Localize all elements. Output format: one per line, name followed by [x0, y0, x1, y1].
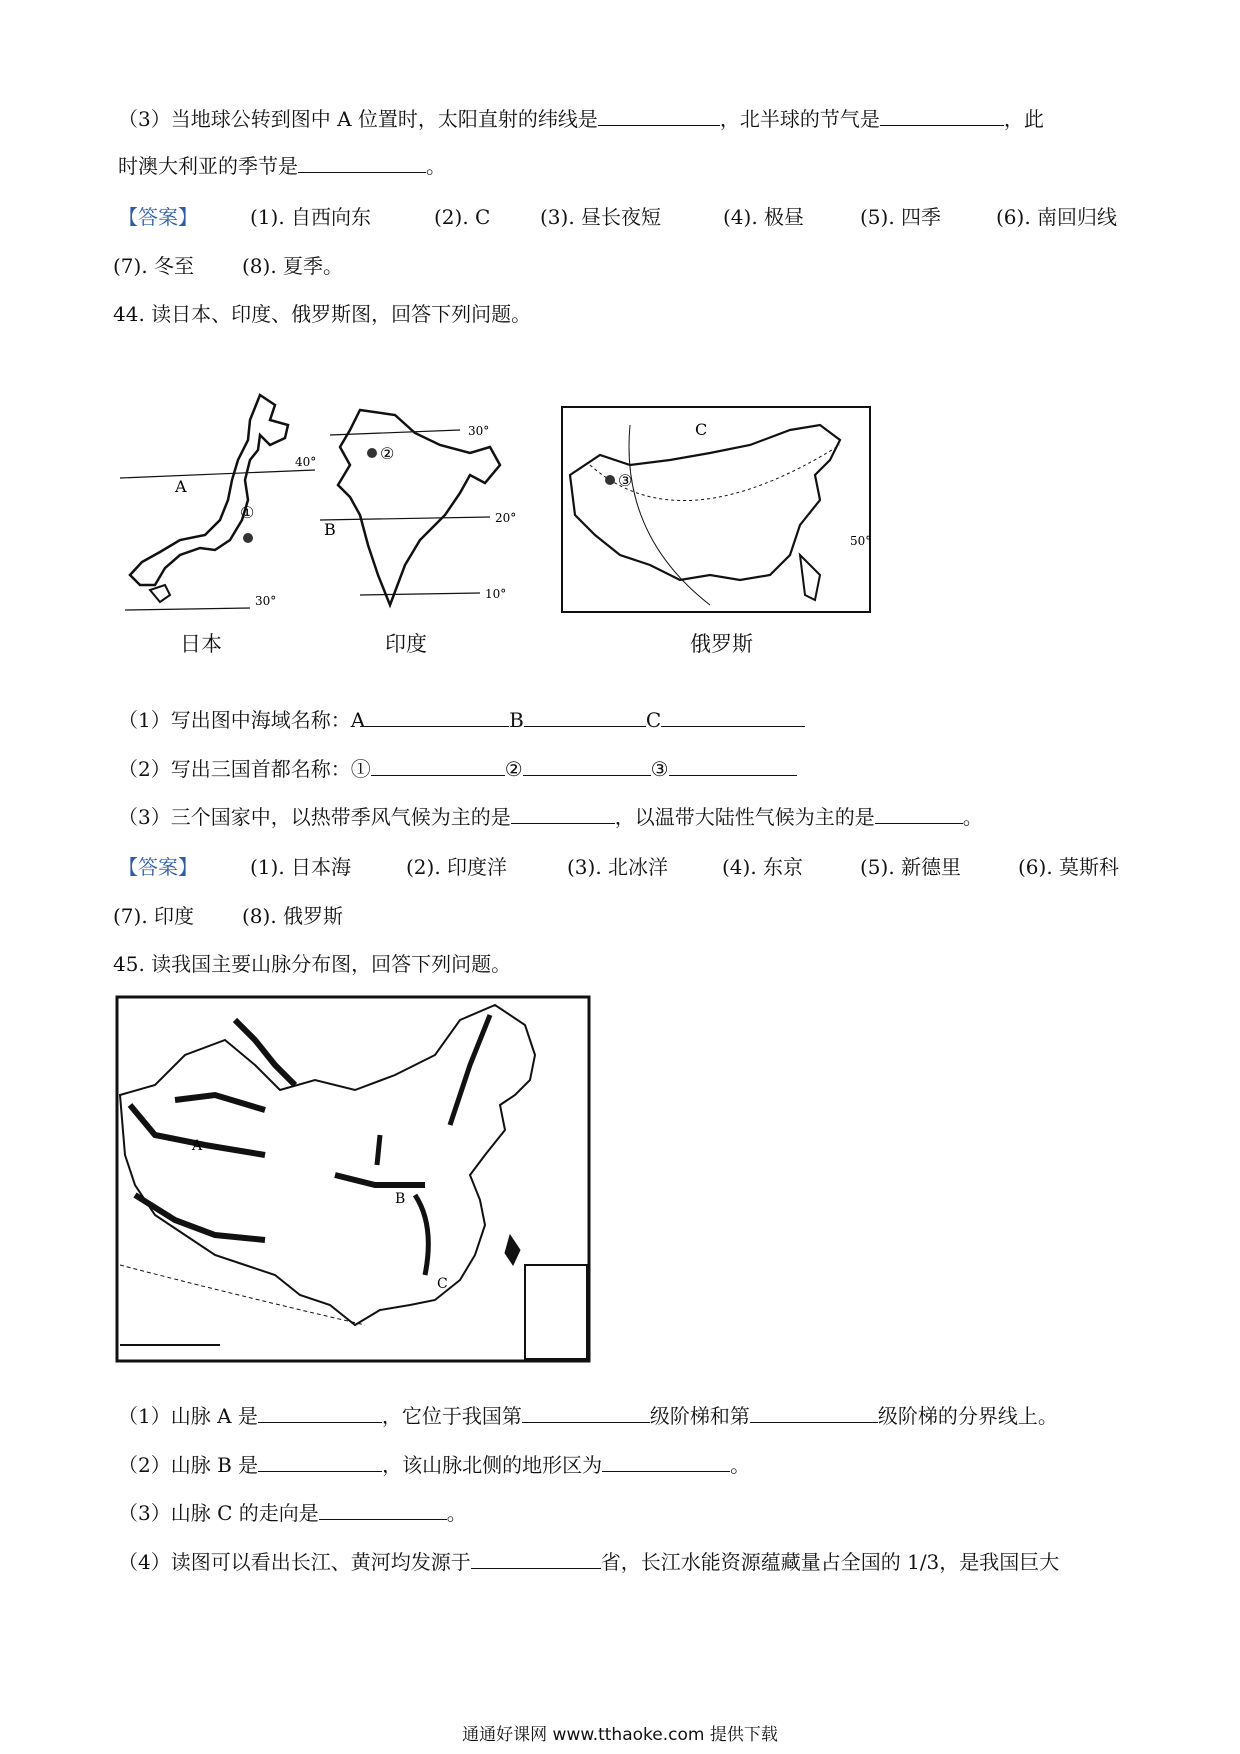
blank[interactable]: [471, 1548, 601, 1569]
russia-map: [560, 405, 875, 620]
blank[interactable]: [669, 755, 797, 776]
q45-sub1: （1）山脉 A 是 ，它位于我国第 级阶梯和第 级阶梯的分界线上。: [118, 1404, 1058, 1428]
sea-label-b: B: [324, 520, 336, 539]
blank[interactable]: [511, 803, 615, 824]
answer-item: (6). 莫斯科: [1018, 855, 1120, 879]
blank[interactable]: [598, 105, 720, 126]
capital-label: ②: [380, 444, 395, 463]
latitude-label: 30°: [255, 594, 277, 608]
blank[interactable]: [319, 1499, 447, 1520]
map-caption: 印度: [385, 632, 427, 656]
answer-item: (2). 印度洋: [406, 855, 508, 879]
answer-item: (4). 极昼: [723, 205, 805, 229]
q45-sub2: （2）山脉 B 是 ，该山脉北侧的地形区为 。: [118, 1453, 751, 1477]
mountain-label-b: B: [395, 1191, 406, 1207]
answer-label: 【答案】: [118, 205, 198, 229]
q45-title: 45. 读我国主要山脉分布图，回答下列问题。: [113, 952, 512, 976]
q44-sub2: （2）写出三国首都名称：① ② ③: [118, 755, 797, 783]
blank[interactable]: [258, 1402, 382, 1423]
map-caption: 日本: [180, 632, 222, 656]
answer-item: (7). 印度: [113, 904, 195, 928]
sea-label-a: A: [175, 477, 187, 496]
india-map: [320, 405, 560, 625]
japan-map: [120, 390, 330, 620]
answer-label: 【答案】: [118, 855, 198, 879]
blank[interactable]: [602, 1451, 730, 1472]
answer-item: (5). 新德里: [860, 855, 962, 879]
blank[interactable]: [258, 1451, 382, 1472]
q44-sub3: （3）三个国家中，以热带季风气候为主的是 ，以温带大陆性气候为主的是 。: [118, 805, 983, 829]
q43-line1: （3）当地球公转到图中 A 位置时，太阳直射的纬线是 ，北半球的节气是 ，此: [118, 107, 1044, 131]
page-footer: 通通好课网 www.tthaoke.com 提供下载: [462, 1725, 778, 1745]
blank[interactable]: [750, 1402, 878, 1423]
blank[interactable]: [524, 706, 646, 727]
latitude-label: 40°: [295, 455, 317, 469]
answer-item: (1). 自西向东: [250, 205, 372, 229]
answer-item: (8). 夏季。: [242, 254, 344, 278]
blank[interactable]: [661, 706, 805, 727]
china-mountains-map: [115, 995, 595, 1365]
capital-dot: [367, 448, 377, 458]
answer-item: (7). 冬至: [113, 254, 195, 278]
answer-item: (8). 俄罗斯: [242, 904, 344, 928]
answer-item: (3). 昼长夜短: [540, 205, 662, 229]
answer-item: (2). C: [434, 205, 491, 229]
latitude-label: 30°: [468, 424, 490, 438]
q44-title: 44. 读日本、印度、俄罗斯图，回答下列问题。: [113, 302, 532, 326]
map-caption: 俄罗斯: [690, 632, 753, 656]
capital-label: ③: [618, 471, 633, 490]
blank[interactable]: [298, 152, 426, 173]
latitude-label: 50°: [850, 534, 872, 548]
blank[interactable]: [523, 755, 651, 776]
q44-sub1: （1）写出图中海域名称：A B C: [118, 706, 805, 734]
blank[interactable]: [371, 755, 505, 776]
blank[interactable]: [880, 105, 1004, 126]
latitude-label: 20°: [495, 511, 517, 525]
answer-item: (5). 四季: [860, 205, 942, 229]
capital-dot: [243, 533, 253, 543]
answer-item: (6). 南回归线: [996, 205, 1118, 229]
answer-item: (3). 北冰洋: [567, 855, 669, 879]
sea-label-c: C: [695, 420, 708, 439]
capital-dot: [605, 475, 615, 485]
capital-label: ①: [240, 503, 255, 522]
latitude-label: 10°: [485, 587, 507, 601]
blank[interactable]: [522, 1402, 650, 1423]
mountain-label-c: C: [437, 1276, 448, 1292]
blank[interactable]: [365, 706, 509, 727]
q45-sub3: （3）山脉 C 的走向是 。: [118, 1501, 467, 1525]
q43-line2: 时澳大利亚的季节是 。: [118, 154, 446, 178]
answer-item: (4). 东京: [722, 855, 804, 879]
blank[interactable]: [875, 803, 963, 824]
q45-sub4: （4）读图可以看出长江、黄河均发源于 省，长江水能资源蕴藏量占全国的 1/3，是我国巨大: [118, 1550, 1060, 1574]
answer-item: (1). 日本海: [250, 855, 352, 879]
mountain-label-a: A: [192, 1138, 203, 1154]
